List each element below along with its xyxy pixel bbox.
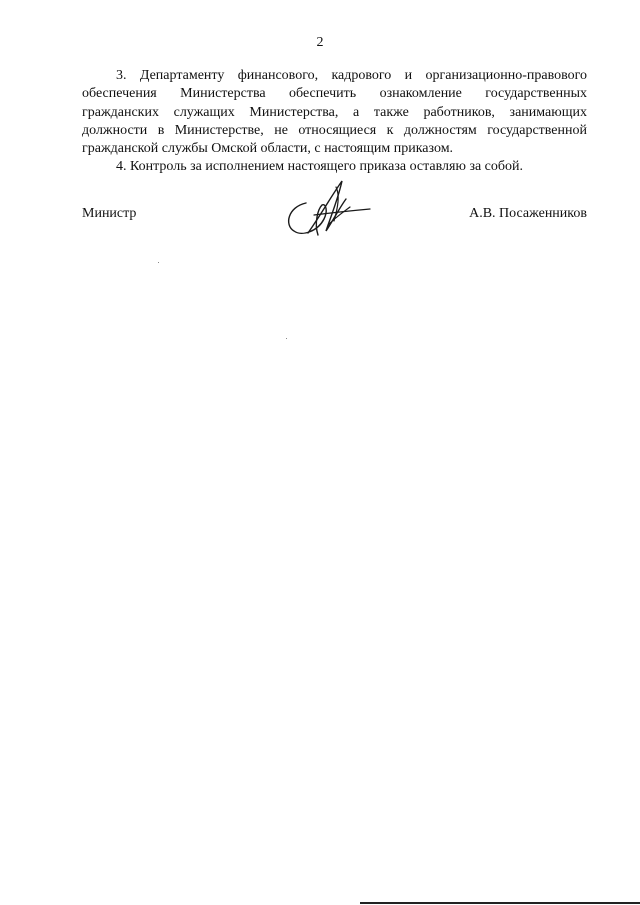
paragraph-4: 4. Контроль за исполнением настоящего приказа оставляю за собой. [116,159,524,175]
scan-speck [158,262,159,263]
signatory-name: А.В. Посаженников [469,206,587,221]
page-number: 2 [316,35,324,50]
handwritten-signature [278,173,378,253]
scan-speck [286,338,287,339]
document-body [82,67,587,177]
signature-block [82,205,587,255]
paragraph-3: 3. Департаменту финансового, кадрового и организационно-правового обеспечения Министерства обеспечить ознакомление государственных гражданских служащих Министерства, а также работников, занимающих должности в Министерстве, не относящиеся к должностям государственной гражданской службы Омской области, с настоящим приказом. [82,68,587,157]
scan-edge-line [360,902,640,904]
signatory-title: Министр [82,206,137,221]
